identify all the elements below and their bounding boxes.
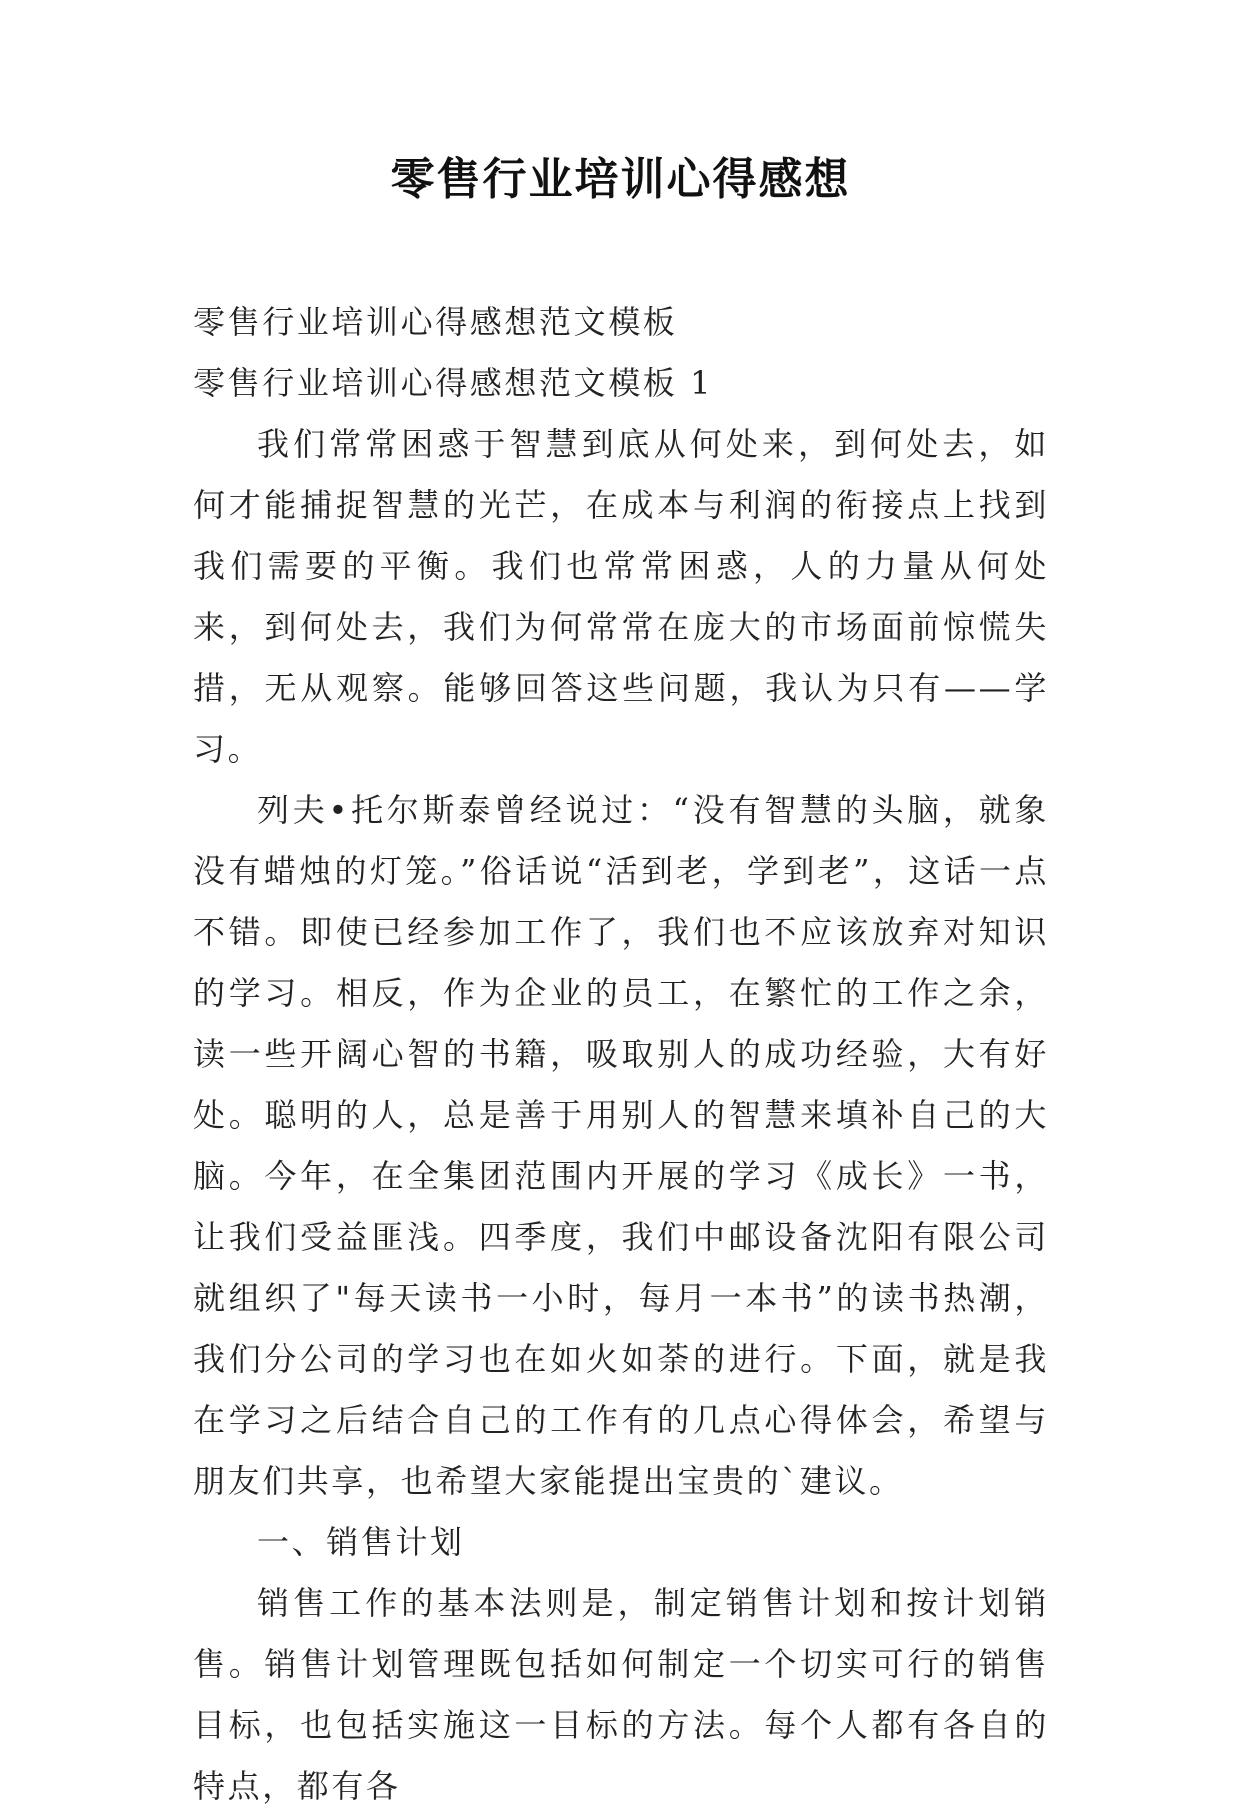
body-paragraph: 列夫•托尔斯泰曾经说过：“没有智慧的头脑，就象没有蜡烛的灯笼。”俗话说“活到老，学到老”，这话一点不错。即使已经参加工作了，我们也不应该放弃对知识的学习。相反，作为企业的员工，在繁忙的工作之余，读一些开阔心智的书籍，吸取别人的成功经验，大有好处。聪明的人，总是善于用别人的智慧来填补自己的大脑。今年，在全集团范围内开展的学习《成长》一书，让我们受益匪浅。四季度，我们中邮设备沈阳有限公司就组织了"每天读书一小时，每月一本书”的读书热潮，我们分公司的学习也在如火如荼的进行。下面，就是我在学习之后结合自己的工作有的几点心得体会，希望与朋友们共享，也希望大家能提出宝贵的`建议。 (193, 791, 1049, 1500)
body-paragraph: 销售工作的基本法则是，制定销售计划和按计划销售。销售计划管理既包括如何制定一个切实可行的销售目标，也包括实施这一目标的方法。每个人都有各自的特点，都有各 (193, 1584, 1049, 1805)
subtitle-line: 零售行业培训心得感想范文模板 1 (193, 364, 714, 402)
body-paragraph: 我们常常困惑于智慧到底从何处来，到何处去，如何才能捕捉智慧的光芒，在成本与利润的衔接点上找到我们需要的平衡。我们也常常困惑，人的力量从何处来，到何处去，我们为何常常在庞大的市场面前惊慌失措，无从观察。能够回答这些问题，我认为只有——学习。 (193, 425, 1049, 768)
subtitle-line: 零售行业培训心得感想范文模板 (193, 303, 678, 341)
document-title: 零售行业培训心得感想 (390, 154, 851, 205)
document-body (193, 292, 1049, 1817)
section-heading: 一、销售计划 (257, 1523, 465, 1561)
